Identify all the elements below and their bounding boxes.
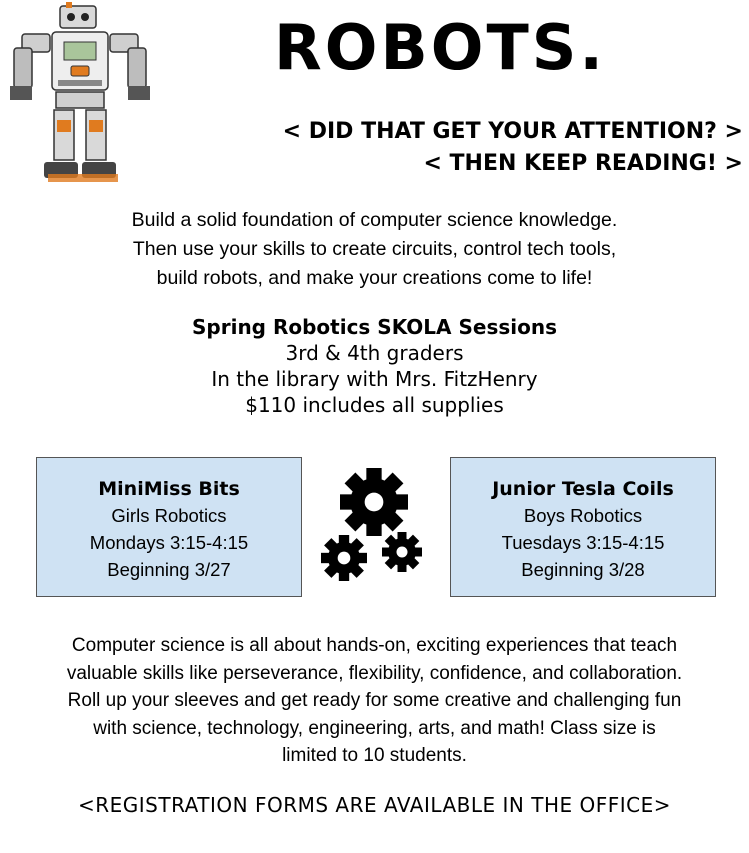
session-title: Spring Robotics SKOLA Sessions bbox=[192, 315, 557, 339]
robot-icon bbox=[8, 2, 153, 187]
class-start: Beginning 3/28 bbox=[521, 559, 645, 580]
registration-note: <REGISTRATION FORMS ARE AVAILABLE IN THE OFFICE> bbox=[77, 793, 671, 817]
intro-line: build robots, and make your creations come to life! bbox=[156, 267, 593, 289]
outro-line: Computer science is all about hands-on, exciting experiences that teach bbox=[71, 635, 678, 656]
outro-line: with science, technology, engineering, arts, and math! Class size is bbox=[93, 717, 656, 739]
class-type: Girls Robotics bbox=[111, 505, 227, 526]
gears-icon bbox=[318, 464, 430, 588]
outro-line: Roll up your sleeves and get ready for some creative and challenging fun bbox=[67, 690, 682, 711]
class-start: Beginning 3/27 bbox=[107, 559, 231, 580]
session-location: In the library with Mrs. FitzHenry bbox=[211, 367, 538, 391]
outro-line: limited to 10 students. bbox=[282, 745, 467, 766]
intro-paragraph bbox=[40, 206, 709, 293]
class-card-junior-tesla-coils bbox=[450, 457, 716, 597]
tagline-keep-reading: < THEN KEEP READING! > bbox=[423, 151, 743, 176]
class-schedule: Tuesdays 3:15-4:15 bbox=[501, 532, 665, 553]
class-schedule: Mondays 3:15-4:15 bbox=[89, 532, 249, 553]
class-name: MiniMiss Bits bbox=[98, 478, 240, 500]
page-title: ROBOTS. bbox=[274, 11, 606, 84]
session-grades: 3rd & 4th graders bbox=[285, 341, 464, 365]
class-type: Boys Robotics bbox=[523, 505, 643, 526]
outro-line: valuable skills like perseverance, flexibility, confidence, and collaboration. bbox=[66, 662, 683, 684]
description-paragraph bbox=[6, 632, 743, 770]
session-price: $110 includes all supplies bbox=[245, 393, 504, 417]
class-card-minimiss-bits bbox=[36, 457, 302, 597]
intro-line: Build a solid foundation of computer science knowledge. bbox=[131, 209, 618, 231]
session-info bbox=[60, 314, 689, 418]
class-name: Junior Tesla Coils bbox=[492, 478, 674, 500]
intro-line: Then use your skills to create circuits, control tech tools, bbox=[132, 238, 617, 260]
tagline-attention: < DID THAT GET YOUR ATTENTION? > bbox=[282, 119, 743, 144]
